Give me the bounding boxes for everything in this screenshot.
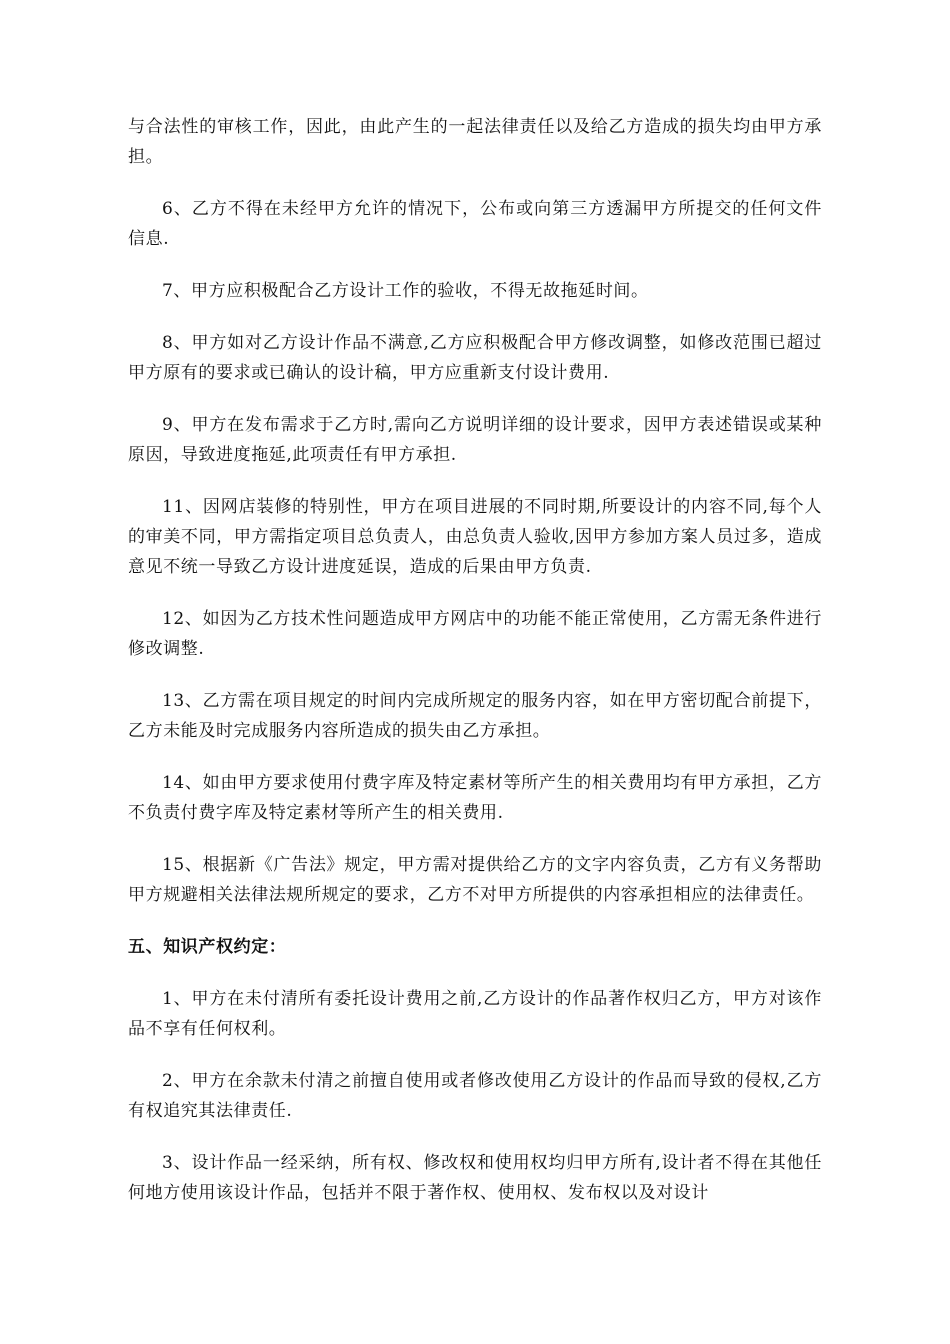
paragraph-ip-2: 2、甲方在余款未付清之前擅自使用或者修改使用乙方设计的作品而导致的侵权,乙方有权追究其法律责任. (128, 1071, 822, 1121)
paragraph-clause-6: 6、乙方不得在未经甲方允许的情况下，公布或向第三方透漏甲方所提交的任何文件信息. (128, 199, 822, 249)
paragraph-clause-12: 12、如因为乙方技术性问题造成甲方网店中的功能不能正常使用，乙方需无条件进行修改调整. (128, 609, 822, 659)
paragraph-clause-13: 13、乙方需在项目规定的时间内完成所规定的服务内容，如在甲方密切配合前提下，乙方未能及时完成服务内容所造成的损失由乙方承担。 (128, 691, 822, 741)
paragraph-clause-15: 15、根据新《广告法》规定，甲方需对提供给乙方的文字内容负责，乙方有义务帮助甲方规避相关法律法规所规定的要求，乙方不对甲方所提供的内容承担相应的法律责任。 (128, 855, 822, 905)
paragraph-clause-9: 9、甲方在发布需求于乙方时,需向乙方说明详细的设计要求，因甲方表述错误或某种原因，导致进度拖延,此项责任有甲方承担. (128, 415, 822, 465)
paragraph-clause-7: 7、甲方应积极配合乙方设计工作的验收，不得无故拖延时间。 (162, 281, 649, 301)
document-body (128, 112, 822, 1230)
paragraph-clause-8: 8、甲方如对乙方设计作品不满意,乙方应积极配合甲方修改调整，如修改范围已超过甲方原有的要求或已确认的设计稿，甲方应重新支付设计费用. (128, 333, 822, 383)
paragraph-ip-1: 1、甲方在未付清所有委托设计费用之前,乙方设计的作品著作权归乙方，甲方对该作品不享有任何权利。 (128, 989, 822, 1039)
paragraph-continuation: 与合法性的审核工作，因此，由此产生的一起法律责任以及给乙方造成的损失均由甲方承担。 (128, 117, 822, 167)
paragraph-ip-3: 3、设计作品一经采纳，所有权、修改权和使用权均归甲方所有,设计者不得在其他任何地方使用该设计作品，包括并不限于著作权、使用权、发布权以及对设计 (128, 1153, 822, 1203)
section-heading: 五、知识产权约定： (128, 937, 287, 957)
paragraph-clause-11: 11、因网店装修的特别性，甲方在项目进展的不同时期,所要设计的内容不同,每个人的审美不同，甲方需指定项目总负责人，由总负责人验收,因甲方参加方案人员过多，造成意见不统一导致乙方设计进度延误，造成的后果由甲方负责. (128, 497, 822, 577)
paragraph-clause-14: 14、如由甲方要求使用付费字库及特定素材等所产生的相关费用均有甲方承担，乙方不负责付费字库及特定素材等所产生的相关费用. (128, 773, 822, 823)
